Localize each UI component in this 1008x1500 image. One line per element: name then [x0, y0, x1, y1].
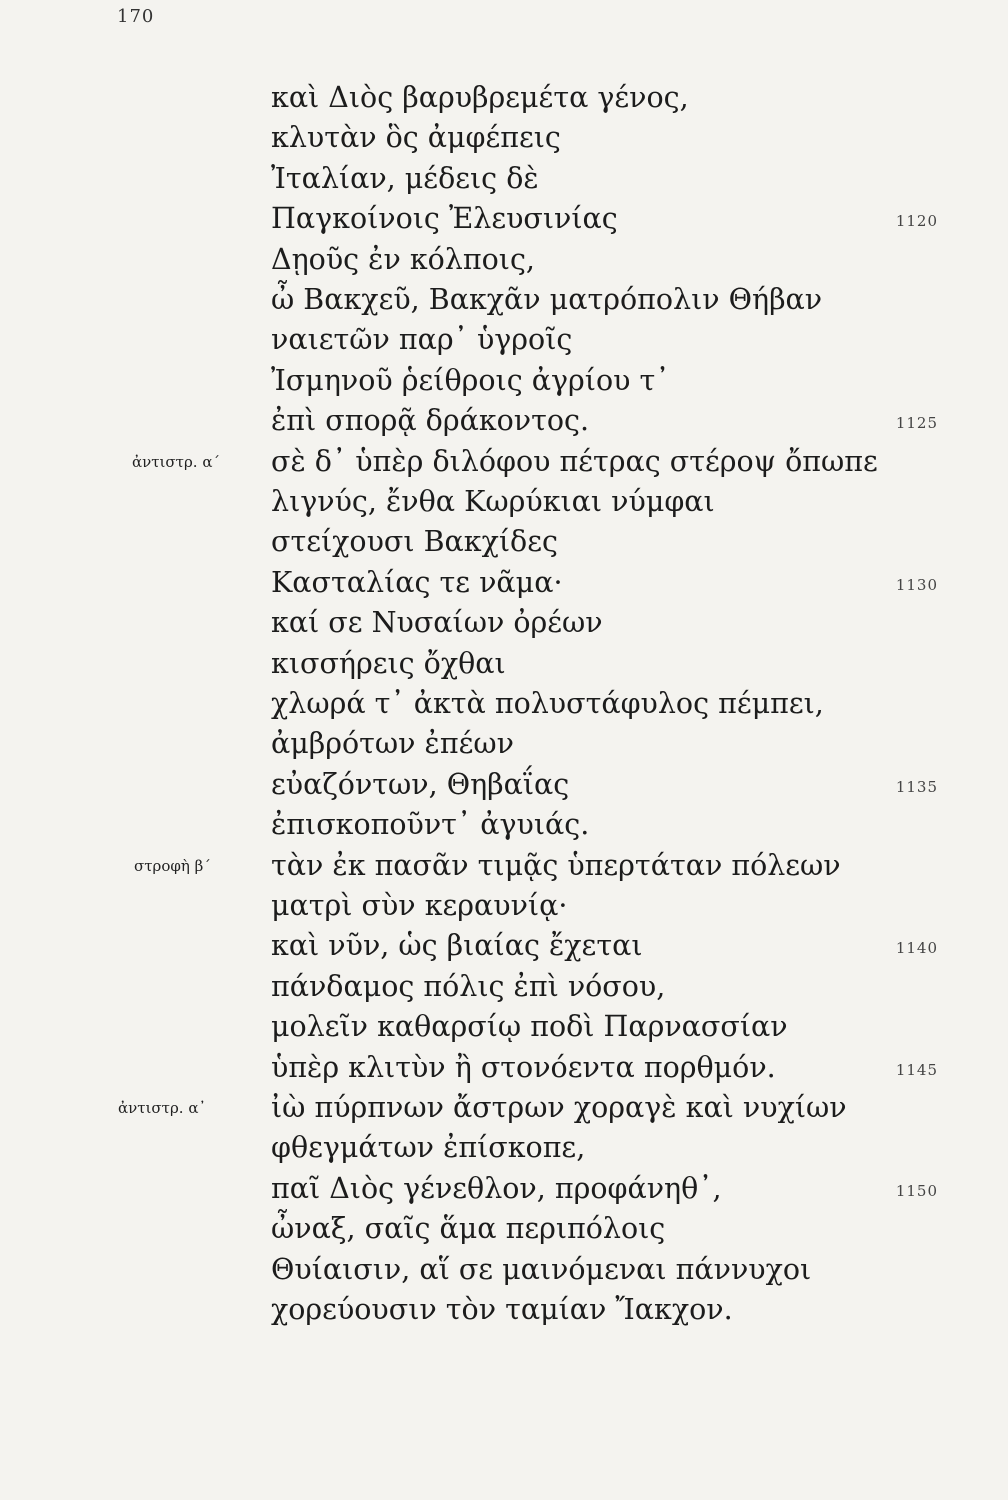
page-number: 170: [117, 6, 155, 27]
verse-line: σὲ δ᾽ ὑπὲρ διλόφου πέτρας στέροψ ὄπωπε: [271, 445, 878, 478]
line-number: 1140: [895, 939, 938, 957]
verse-line: χορεύουσιν τὸν ταμίαν Ἴακχον.: [271, 1293, 733, 1326]
line-number: 1145: [895, 1061, 938, 1079]
section-label: ἀντιστρ. α᾽: [118, 1099, 206, 1117]
verse-line: ἐπισκοποῦντ᾽ ἀγυιάς.: [271, 808, 590, 841]
verse-line: χλωρά τ᾽ ἀκτὰ πολυστάφυλος πέμπει,: [271, 687, 824, 720]
verse-line: Κασταλίας τε νᾶμα·: [271, 566, 563, 599]
verse-line: Δῃοῦς ἐν κόλποις,: [271, 243, 535, 276]
verse-line: ἐπὶ σπορᾷ δράκοντος.: [271, 404, 590, 437]
verse-line: στείχουσι Βακχίδες: [271, 525, 558, 558]
verse-line: πάνδαμος πόλις ἐπὶ νόσου,: [271, 970, 666, 1003]
verse-line: Ἰταλίαν, μέδεις δὲ: [271, 162, 539, 195]
verse-line: κλυτὰν ὃς ἀμφέπεις: [271, 121, 561, 154]
verse-line: ἀμβρότων ἐπέων: [271, 727, 514, 760]
line-number: 1150: [895, 1182, 938, 1200]
verse-line: ὑπὲρ κλιτὺν ἢ στονόεντα πορθμόν.: [271, 1051, 776, 1084]
verse-line: καὶ νῦν, ὡς βιαίας ἔχεται: [271, 929, 643, 962]
verse-line: ματρὶ σὺν κεραυνίᾳ·: [271, 889, 568, 922]
verse-line: ὦναξ, σαῖς ἅμα περιπόλοις: [271, 1212, 666, 1245]
verse-line: Ἰσμηνοῦ ῥείθροις ἀγρίου τ᾽: [271, 364, 670, 397]
verse-line: Παγκοίνοις Ἐλευσινίας: [271, 202, 618, 235]
section-label: ἀντιστρ. α´: [132, 453, 220, 471]
verse-line: τὰν ἐκ πασᾶν τιμᾷς ὑπερτάταν πόλεων: [271, 849, 841, 882]
section-label: στροφὴ β´: [134, 857, 211, 875]
verse-line: καὶ Διὸς βαρυβρεμέτα γένος,: [271, 81, 689, 114]
verse-line: παῖ Διὸς γένεθλον, προφάνηθ᾽,: [271, 1172, 722, 1205]
verse-line: λιγνύς, ἔνθα Κωρύκιαι νύμφαι: [271, 485, 715, 518]
verse-line: καί σε Νυσαίων ὀρέων: [271, 606, 603, 639]
verse-line: φθεγμάτων ἐπίσκοπε,: [271, 1131, 586, 1164]
verse-line: κισσήρεις ὄχθαι: [271, 647, 506, 680]
line-number: 1130: [895, 576, 938, 594]
line-number: 1125: [895, 414, 938, 432]
verse-line: ἰὼ πύρπνων ἄστρων χοραγὲ καὶ νυχίων: [271, 1091, 847, 1124]
verse-line: ὦ Βακχεῦ, Βακχᾶν ματρόπολιν Θήβαν: [271, 283, 823, 316]
line-number: 1135: [895, 778, 938, 796]
verse-line: ναιετῶν παρ᾽ ὑγροῖς: [271, 323, 573, 356]
verse-line: Θυίαισιν, αἵ σε μαινόμεναι πάννυχοι: [271, 1253, 812, 1286]
verse-line: μολεῖν καθαρσίῳ ποδὶ Παρνασσίαν: [271, 1010, 788, 1043]
verse-line: εὐαζόντων, Θηβαΐας: [271, 768, 570, 801]
line-number: 1120: [895, 212, 938, 230]
